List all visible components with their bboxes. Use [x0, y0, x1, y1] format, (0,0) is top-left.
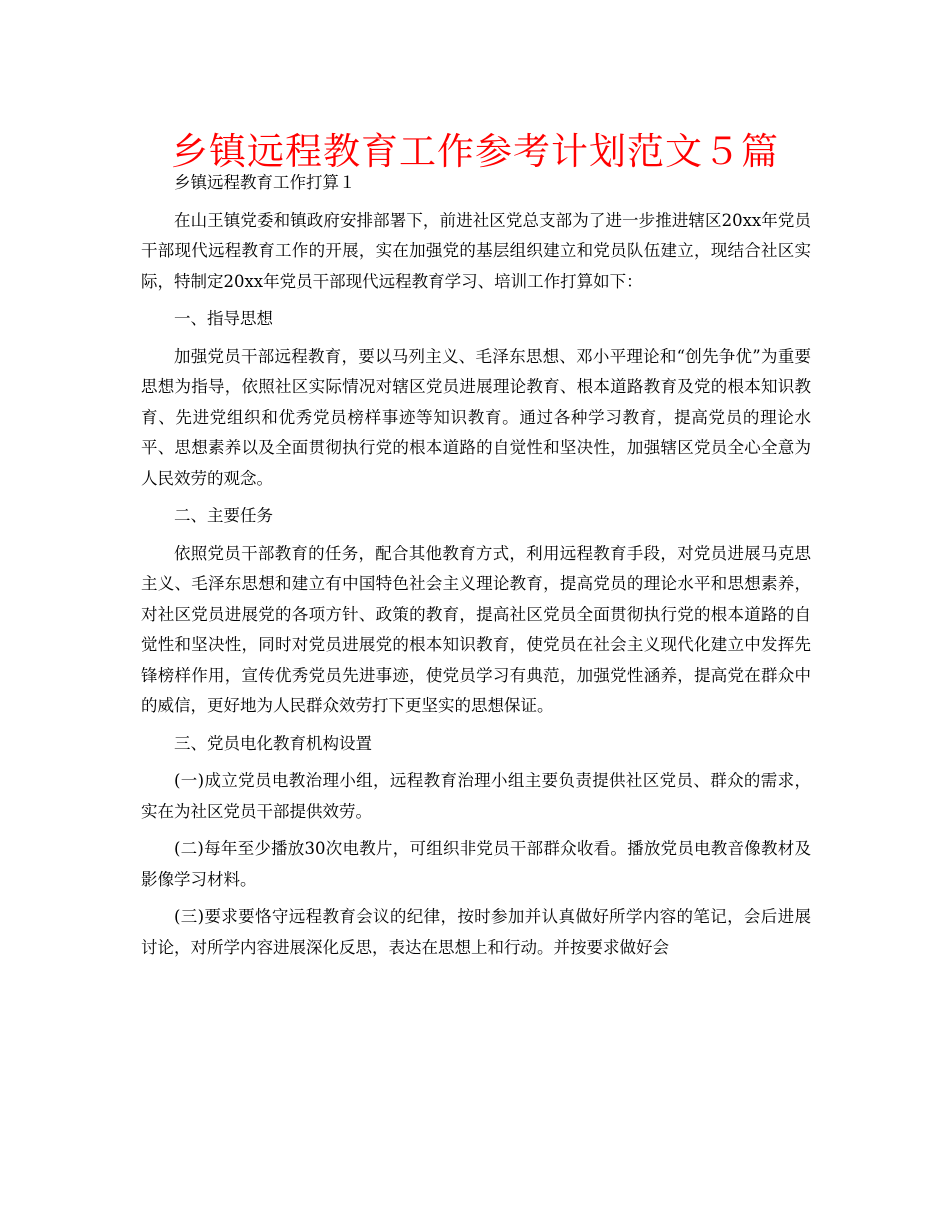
paragraph-intro: 在山王镇党委和镇政府安排部署下，前进社区党总支部为了进一步推进辖区20xx年党员干部现代远程教育工作的开展，实在加强党的基层组织建立和党员队伍建立，现结合社区实际，特制定20xx年党员干部现代远程教育学习、培训工作打算如下：	[141, 210, 811, 291]
paragraph-item-1: (一)成立党员电教治理小组，远程教育治理小组主要负责提供社区党员、群众的需求，实在为社区党员干部提供效劳。	[141, 771, 811, 821]
paragraph-guiding-thought: 加强党员干部远程教育，要以马列主义、毛泽东思想、邓小平理论和“创先争优”为重要思想为指导，依照社区实际情况对辖区党员进展理论教育、根本道路教育及党的根本知识教育、先进党组织和优秀党员榜样事迹等知识教育。通过各种学习教育，提高党员的理论水平、思想素养以及全面贯彻执行党的根本道路的自觉性和坚决性，加强辖区党员全心全意为人民效劳的观念。	[141, 346, 811, 488]
paragraph-main-tasks: 依照党员干部教育的任务，配合其他教育方式，利用远程教育手段，对党员进展马克思主义、毛泽东思想和建立有中国特色社会主义理论教育，提高党员的理论水平和思想素养，对社区党员进展党的各项方针、政策的教育，提高社区党员全面贯彻执行党的根本道路的自觉性和坚决性，同时对党员进展党的根本知识教育，使党员在社会主义现代化建立中发挥先锋榜样作用，宣传优秀党员先进事迹，使党员学习有典范，加强党性涵养，提高党在群众中的威信，更好地为人民群众效劳打下更坚实的思想保证。	[141, 543, 811, 715]
section-heading-2: 二、主要任务	[174, 506, 273, 525]
paragraph-subtitle: 乡镇远程教育工作打算１	[174, 173, 356, 192]
document-body	[141, 168, 811, 963]
section-heading-3: 三、党员电化教育机构设置	[174, 733, 372, 753]
paragraph-item-3: (三)要求要恪守远程教育会议的纪律，按时参加并认真做好所学内容的笔记，会后进展讨论，对所学内容进展深化反思，表达在思想上和行动。并按要求做好会	[141, 907, 811, 957]
document-title: 乡镇远程教育工作参考计划范文５篇	[171, 130, 779, 173]
paragraph-item-2: (二)每年至少播放30次电教片，可组织非党员干部群众收看。播放党员电教音像教材及影像学习材料。	[141, 839, 811, 889]
section-heading-1: 一、指导思想	[174, 309, 273, 328]
